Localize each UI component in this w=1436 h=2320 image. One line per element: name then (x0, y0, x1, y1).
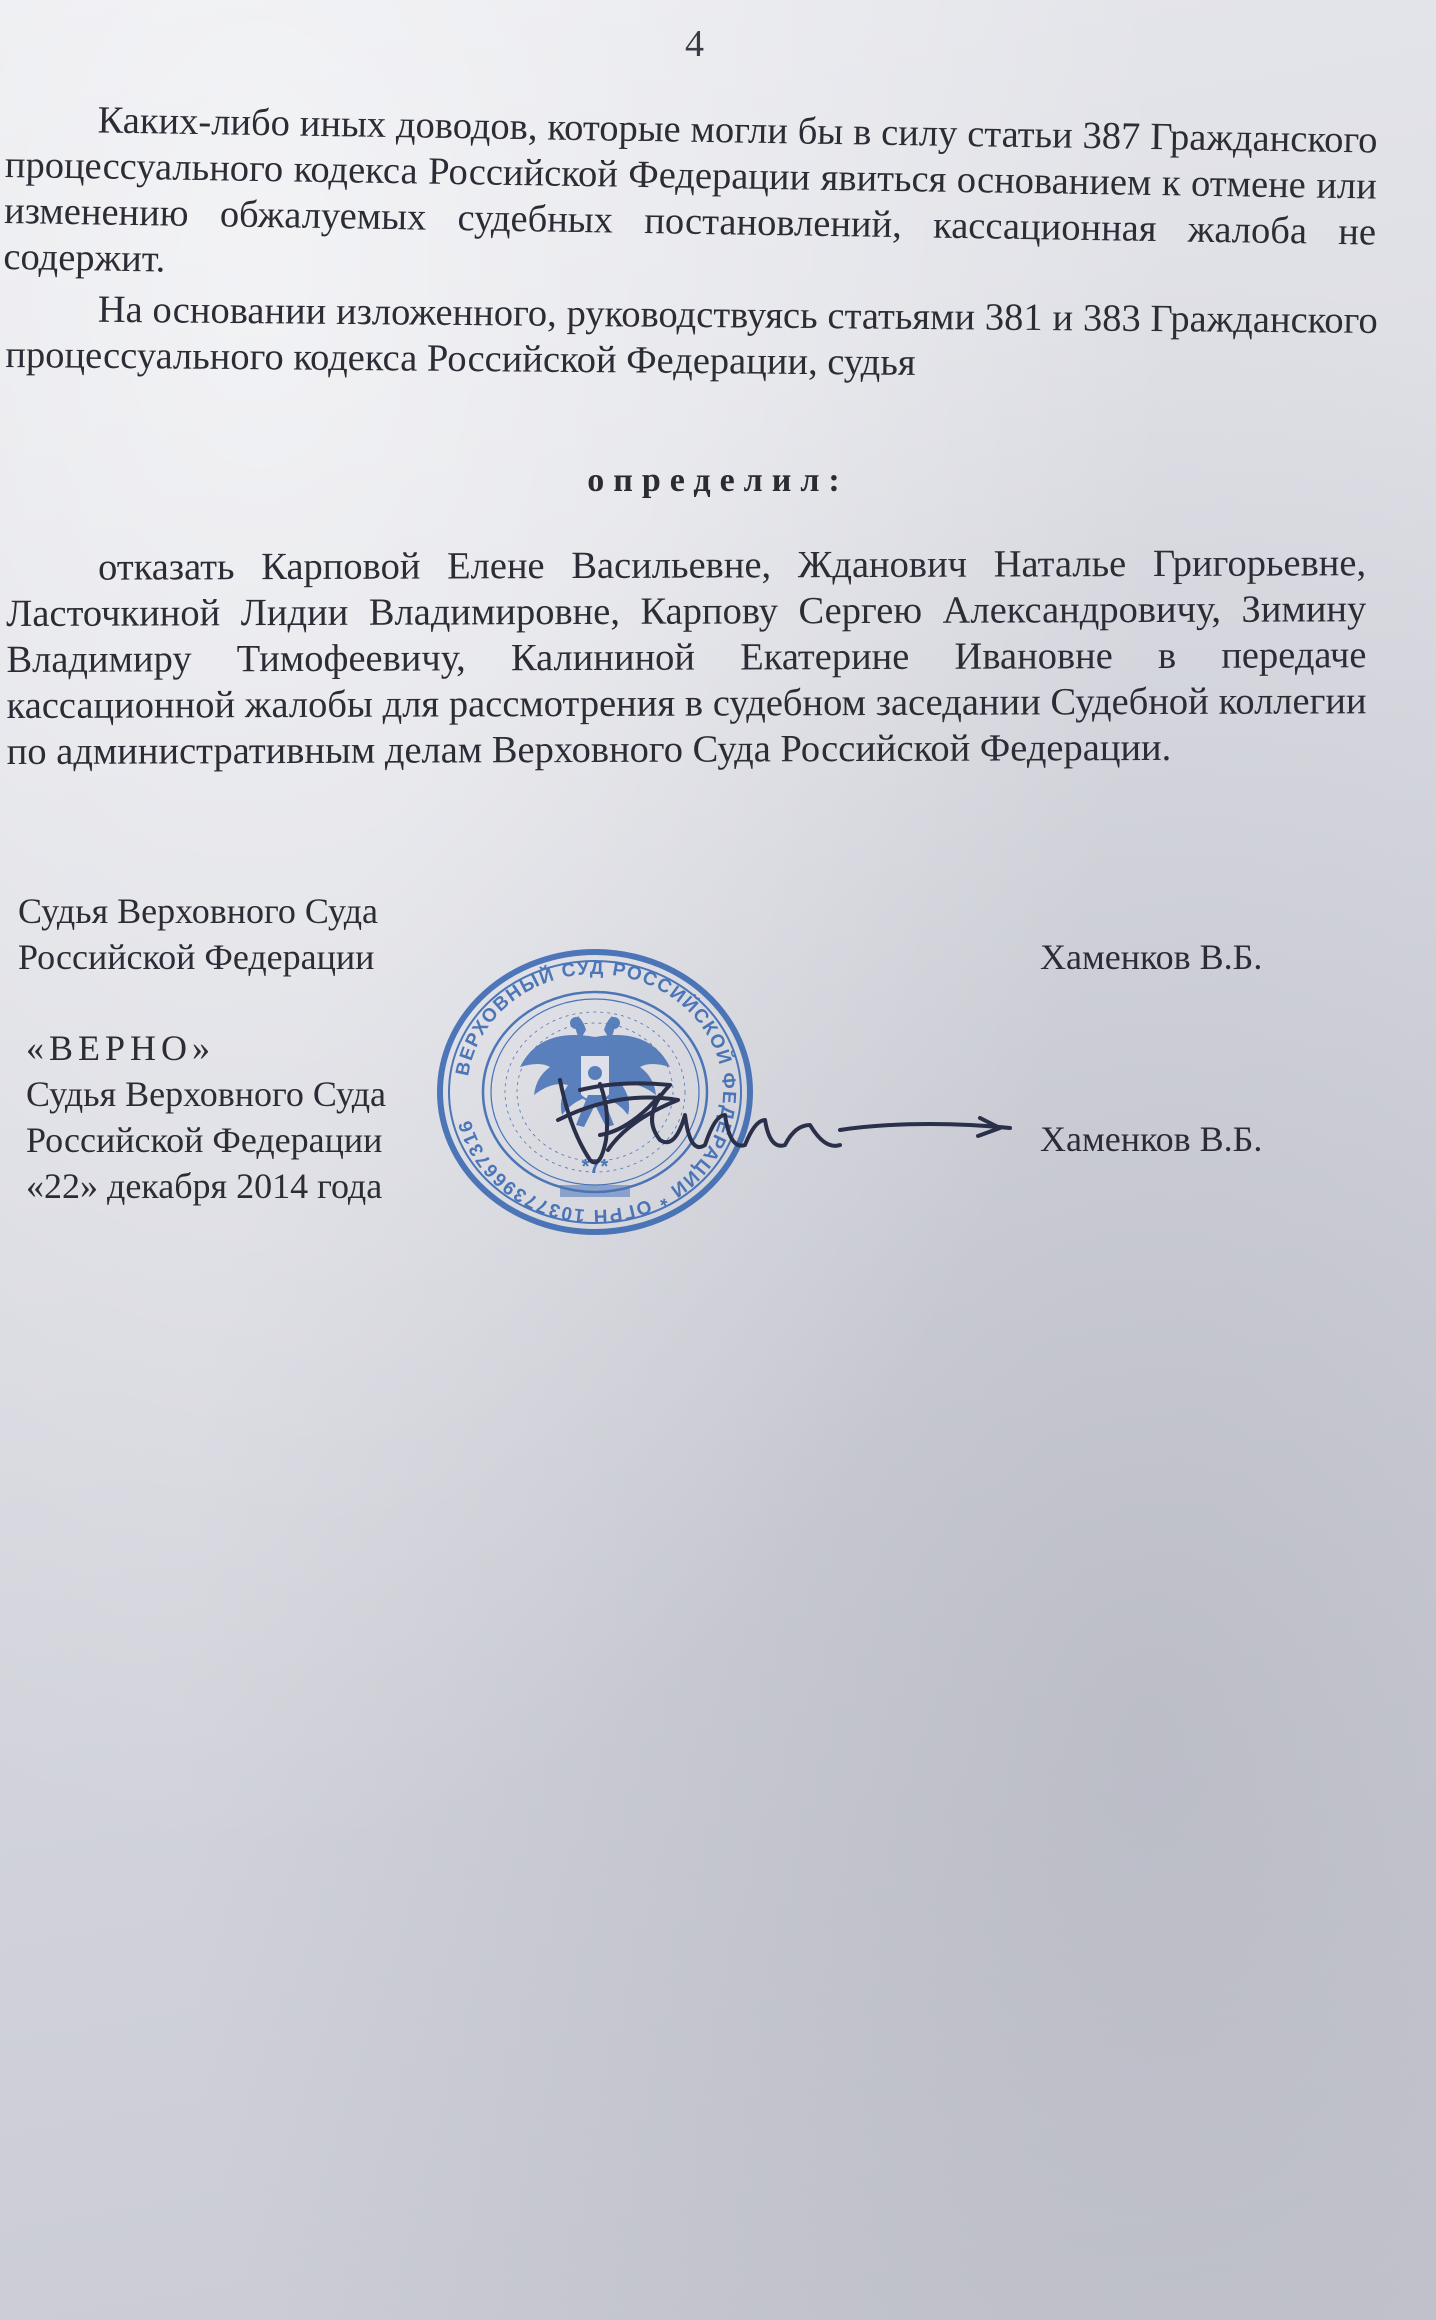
page-number: 4 (685, 23, 704, 65)
certification-mark: «ВЕРНО» (26, 1028, 216, 1068)
judge-title-line-1: Судья Верховного Суда (18, 891, 379, 931)
certifier-title-line-1: Судья Верховного Суда (26, 1074, 387, 1114)
certifier-title-line-2: Российской Федерации (26, 1120, 383, 1160)
paragraph-arguments: Каких-либо иных доводов, которые могли бы в силу статьи 387 Гражданского процессуального кодекса Российской Федерации явиться основанием к отмене или изменению обжалуемых судебных постановлений, кассационная жалоба не содержит. (3, 99, 1378, 281)
ruling-heading: определил: (587, 462, 849, 499)
seal-outer-text: ВЕРХОВНЫЙ СУД РОССИЙСКОЙ ФЕДЕРАЦИИ * ОГРН 1037739667316 (452, 957, 740, 1227)
judge-title-line-2: Российской Федерации (18, 937, 375, 977)
judge-name: Хаменков В.Б. (1040, 937, 1263, 977)
paragraph-grounds: На основании изложенного, руководствуясь статьями 381 и 383 Гражданского процессуального кодекса Российской Федерации, судья (5, 288, 1378, 384)
judge-signature-block (18, 888, 378, 980)
certifier-name: Хаменков В.Б. (1040, 1119, 1263, 1159)
seal-center-mark: *7* (581, 1156, 609, 1178)
certification-block (26, 1025, 386, 1209)
paragraph-ruling: отказать Карповой Елене Васильевне, Жданович Наталье Григорьевне, Ласточкиной Лидии Владимировне, Карпову Сергею Александровичу, Зимину Владимиру Тимофеевичу, Калининой Екатерине Ивановне в передаче кассационной жалобы для рассмотрения в судебном заседании Судебной коллегии по административным делам Верховного Суда Российской Федерации. (6, 542, 1367, 773)
handwritten-signature (540, 1060, 1020, 1190)
certification-date: «22» декабря 2014 года (26, 1166, 383, 1206)
